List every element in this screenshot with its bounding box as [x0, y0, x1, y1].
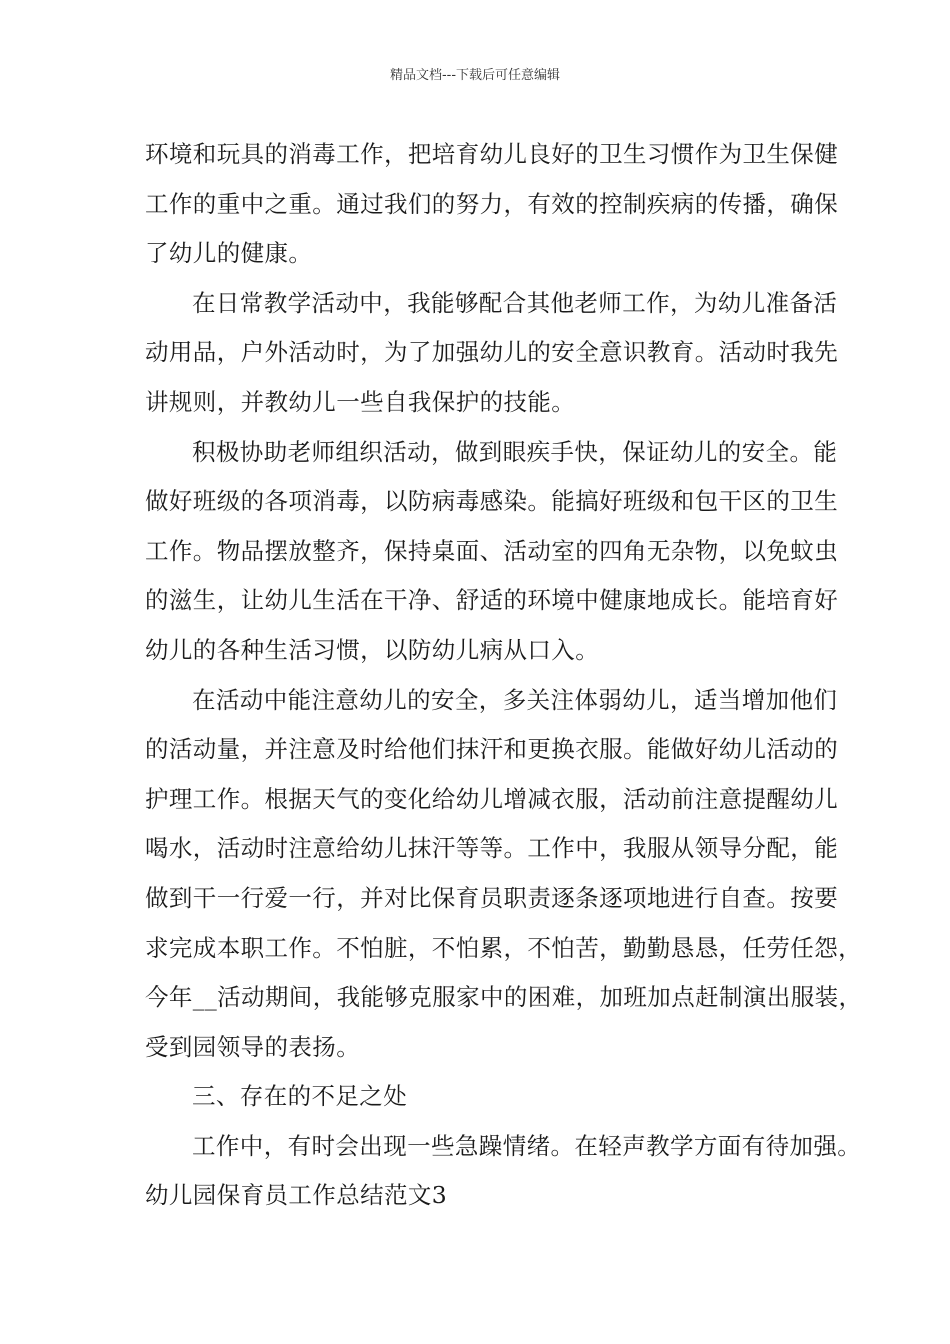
- text-line: 了幼儿的健康。: [145, 239, 313, 268]
- text-line: 幼儿园保育员工作总结范文3: [145, 1181, 448, 1210]
- text-line: 在日常教学活动中，我能够配合其他老师工作，为幼儿准备活: [192, 288, 838, 317]
- text-line: 动用品，户外活动时，为了加强幼儿的安全意识教育。活动时我先: [145, 338, 839, 367]
- text-line: 积极协助老师组织活动，做到眼疾手快，保证幼儿的安全。能: [192, 437, 838, 466]
- text-line: 工作的重中之重。通过我们的努力，有效的控制疾病的传播，确保: [145, 189, 839, 218]
- page-header: 精品文档---下载后可任意编辑: [389, 68, 561, 83]
- text-line: 护理工作。根据天气的变化给幼儿增减衣服，活动前注意提醒幼儿: [145, 784, 839, 813]
- text-line: 幼儿的各种生活习惯，以防幼儿病从口入。: [145, 635, 600, 664]
- text-line: 在活动中能注意幼儿的安全，多关注体弱幼儿，适当增加他们: [192, 685, 838, 714]
- text-line: 三、存在的不足之处: [192, 1082, 408, 1111]
- text-line: 工作。物品摆放整齐，保持桌面、活动室的四角无杂物，以免蚊虫: [145, 536, 839, 565]
- text-line: 环境和玩具的消毒工作，把培育幼儿良好的卫生习惯作为卫生保健: [145, 140, 839, 168]
- text-line: 做到干一行爱一行，并对比保育员职责逐条逐项地进行自查。按要: [145, 883, 839, 912]
- text-line: 的滋生，让幼儿生活在干净、舒适的环境中健康地成长。能培育好: [145, 586, 839, 615]
- text-line: 今年__活动期间，我能够克服家中的困难，加班加点赶制演出服装，: [145, 983, 863, 1012]
- text-line: 讲规则，并教幼儿一些自我保护的技能。: [145, 387, 576, 416]
- text-line: 喝水，活动时注意给幼儿抹汗等等。工作中，我服从领导分配，能: [145, 834, 839, 863]
- document-body: [145, 130, 863, 1221]
- text-line: 工作中，有时会出现一些急躁情绪。在轻声教学方面有待加强。: [192, 1131, 862, 1160]
- text-line: 受到园领导的表扬。: [145, 1032, 361, 1061]
- text-line: 求完成本职工作。不怕脏，不怕累，不怕苦，勤勤恳恳，任劳任怨，: [145, 933, 862, 962]
- text-line: 做好班级的各项消毒，以防病毒感染。能搞好班级和包干区的卫生: [145, 487, 839, 516]
- text-line: 的活动量，并注意及时给他们抹汗和更换衣服。能做好幼儿活动的: [145, 735, 839, 764]
